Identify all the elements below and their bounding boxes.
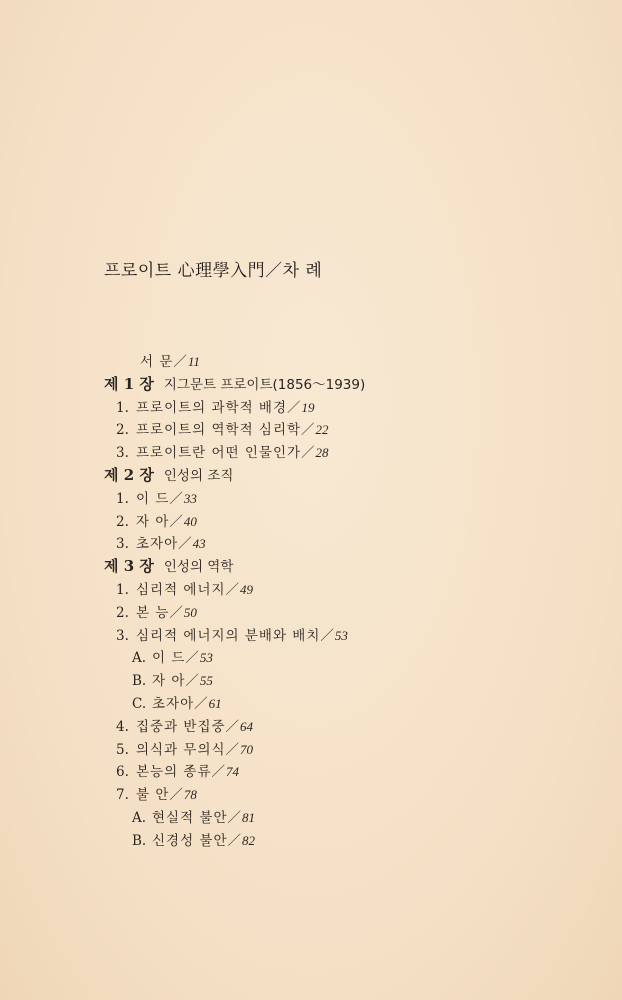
entry-number: 2.	[116, 513, 129, 530]
page-number: 53	[334, 627, 348, 643]
page-number: 70	[240, 741, 254, 757]
page-number: 50	[183, 604, 197, 620]
entry-number: A.	[132, 810, 147, 826]
entry-title: 신경성 불안／	[152, 832, 242, 849]
page-number: 74	[226, 764, 239, 780]
entry-number: 4.	[116, 718, 129, 735]
chapter-heading	[104, 555, 233, 576]
page-number: 61	[208, 696, 222, 711]
entry-title: 의식과 무의식／	[136, 741, 241, 758]
entry-title: 프로이트의 과학적 배경／	[136, 399, 302, 416]
entry-number: 6.	[116, 764, 129, 781]
page-number: 43	[192, 536, 206, 552]
page-number: 19	[301, 399, 315, 415]
entry-title: 불 안／	[136, 787, 184, 804]
entry-number: C.	[132, 696, 147, 712]
toc-entry	[116, 441, 329, 461]
entry-title: 심리적 에너지／	[136, 582, 241, 598]
entry-number: 1.	[116, 490, 129, 507]
chapter-heading	[104, 373, 365, 394]
entry-title: 프로이트란 어떤 인물인가／	[136, 445, 316, 462]
chapter-heading	[104, 464, 233, 485]
entry-number: 3.	[116, 445, 129, 462]
entry-number: B.	[132, 832, 147, 849]
entry-number: 2.	[116, 422, 129, 439]
page-number: 82	[242, 832, 255, 848]
toc-entry	[116, 715, 253, 735]
page-number: 40	[183, 513, 197, 529]
entry-title: 현실적 불안／	[152, 810, 242, 826]
entry-number: B.	[132, 673, 147, 690]
entry-number: 3.	[116, 536, 129, 553]
chapter-label: 제 1 장	[104, 374, 154, 393]
entry-title: 이 드／	[152, 650, 200, 667]
preface-title: 서 문／	[140, 354, 188, 370]
chapter-title: 인성의 조직	[163, 468, 234, 484]
page-number: 28	[315, 445, 329, 461]
page-number: 78	[183, 787, 197, 803]
entry-title: 자 아／	[136, 513, 184, 530]
toc-entry	[116, 396, 315, 416]
toc-entry	[116, 601, 197, 621]
page-number: 81	[242, 810, 255, 825]
toc-entry	[116, 510, 197, 530]
toc-entry	[116, 578, 253, 598]
page-number: 49	[240, 582, 254, 597]
page-number: 33	[183, 490, 197, 506]
entry-title: 본능의 종류／	[136, 764, 226, 781]
toc-subentry	[132, 692, 222, 712]
page-number: 53	[199, 650, 213, 666]
chapter-title: 지그문트 프로이트(1856～1939)	[163, 376, 366, 393]
entry-number: A.	[132, 650, 147, 667]
toc-preface	[140, 350, 200, 370]
page-number: 55	[199, 673, 213, 689]
toc-entry	[116, 532, 206, 552]
entry-number: 1.	[116, 399, 129, 416]
entry-number: 7.	[116, 787, 129, 804]
toc-subentry	[132, 806, 255, 826]
page-number: 22	[315, 422, 329, 438]
entry-title: 프로이트의 역학적 심리학／	[136, 422, 316, 439]
entry-title: 집중과 반집중／	[136, 718, 241, 735]
toc-entry	[116, 624, 348, 644]
chapter-label: 제 2 장	[104, 466, 154, 484]
entry-number: 5.	[116, 741, 129, 758]
toc-entry	[116, 738, 253, 758]
toc-entry	[116, 418, 329, 438]
toc-subentry	[132, 669, 213, 689]
entry-number: 2.	[116, 604, 129, 621]
page-number: 64	[240, 718, 254, 734]
entry-title: 자 아／	[152, 673, 200, 690]
page-number: 11	[187, 354, 200, 369]
toc-subentry	[132, 646, 213, 666]
entry-title: 초자아／	[152, 696, 209, 712]
toc-entry	[116, 783, 197, 803]
toc-subentry	[132, 829, 255, 849]
entry-title: 초자아／	[136, 536, 193, 553]
entry-number: 3.	[116, 627, 129, 644]
toc-entry	[116, 487, 197, 507]
entry-title: 이 드／	[136, 490, 184, 507]
chapter-label: 제 3 장	[104, 557, 154, 576]
entry-title: 본 능／	[136, 604, 184, 621]
chapter-title: 인성의 역학	[163, 559, 234, 576]
entry-number: 1.	[116, 582, 129, 598]
entry-title: 심리적 에너지의 분배와 배치／	[136, 627, 335, 644]
toc-entry	[116, 760, 239, 780]
page-title: 프로이트 心理學入門／차 례	[104, 261, 323, 281]
